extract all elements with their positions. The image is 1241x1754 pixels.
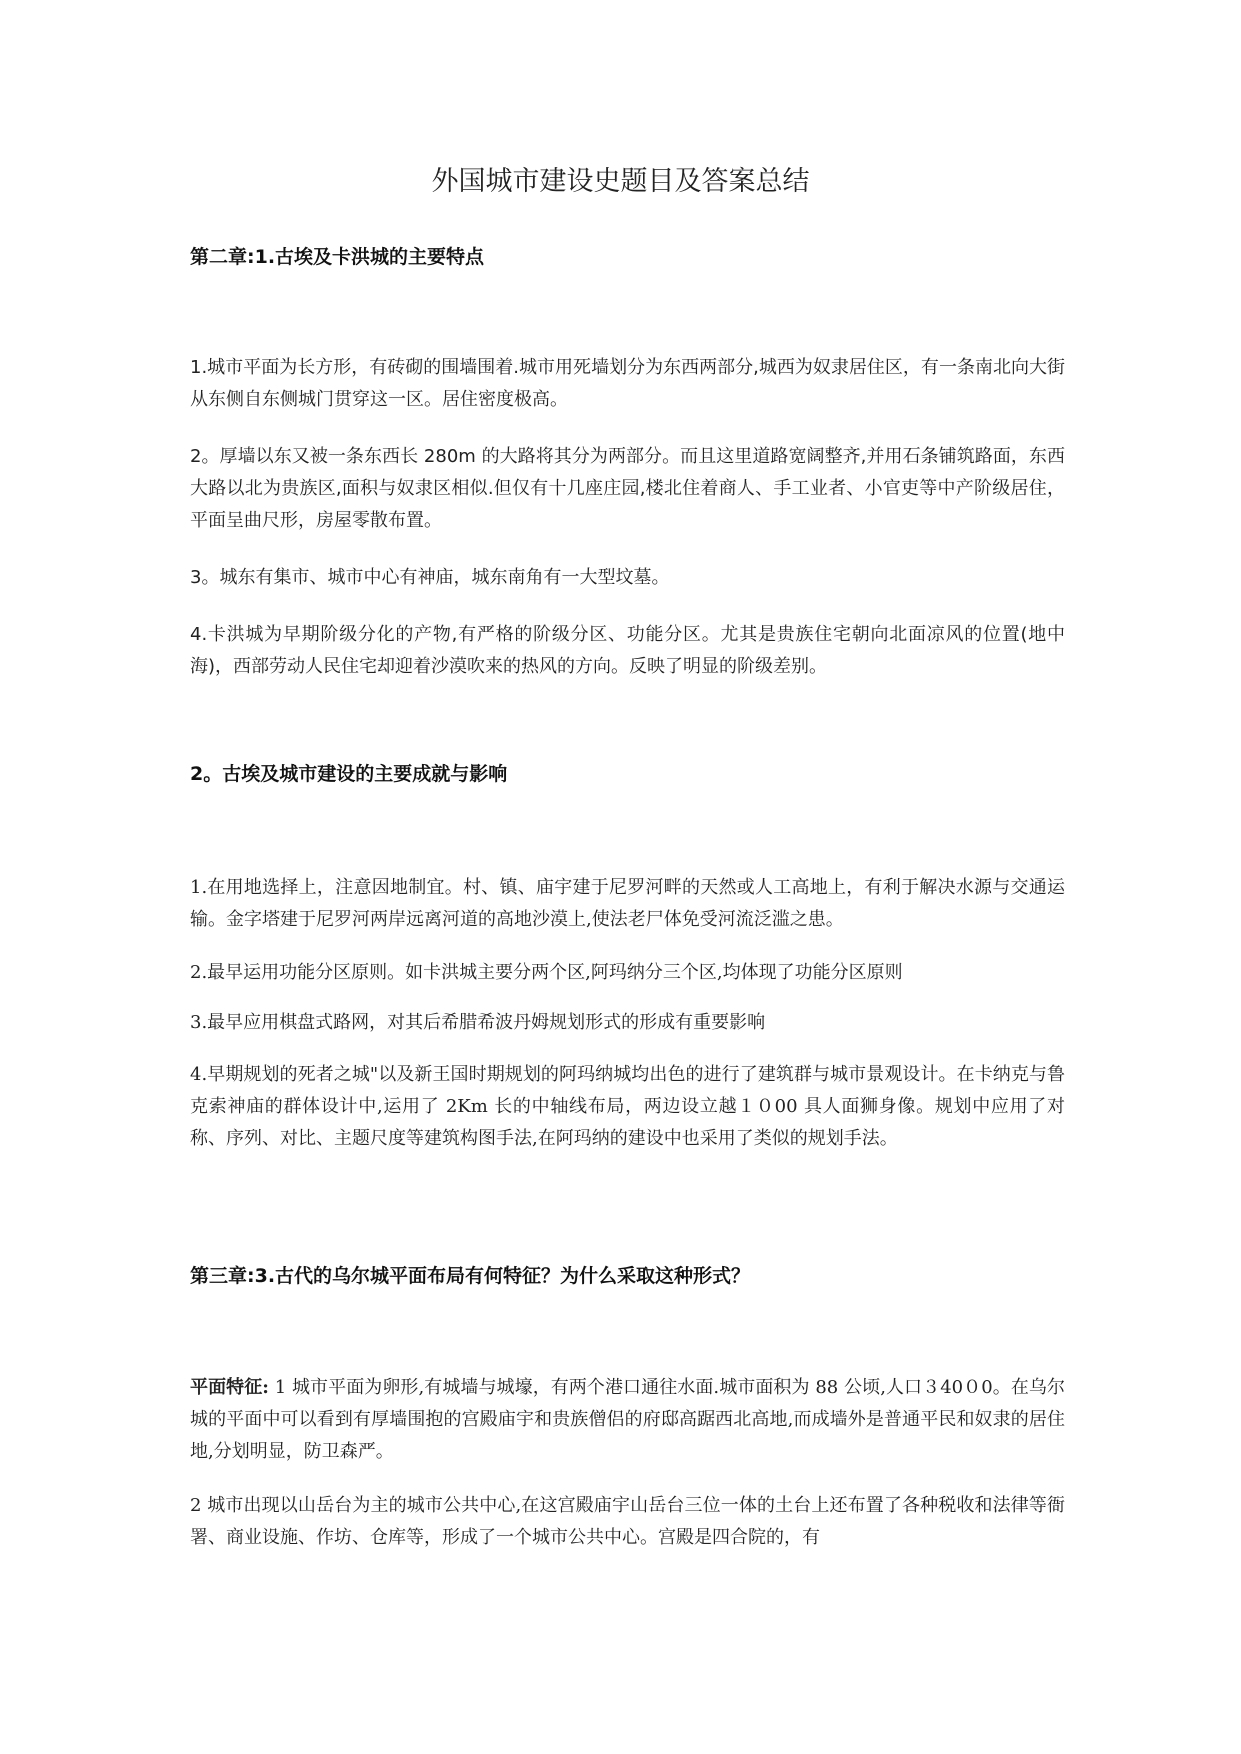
paragraph: 1.城市平面为长方形，有砖砌的围墙围着.城市用死墙划分为东西两部分,城西为奴隶居住区，有一条南北向大街从东侧自东侧城门贯穿这一区。居住密度极高。	[190, 357, 1065, 410]
paragraph: 3。城东有集市、城市中心有神庙，城东南角有一大型坟墓。	[190, 567, 670, 588]
paragraph	[190, 1372, 1065, 1468]
paragraph: 2.最早运用功能分区原则。如卡洪城主要分两个区,阿玛纳分三个区,均体现了功能分区原则	[190, 962, 903, 983]
paragraph-body: 1 城市平面为卵形,有城墙与城壕，有两个港口通往水面.城市面积为 88 公顷,人口３40０0。在乌尔城的平面中可以看到有厚墙围抱的宫殿庙宇和贵族僧侣的府邸高踞西北高地,而成墙外是普通平民和奴隶的居住地,分划明显，防卫森严。	[190, 1377, 1065, 1462]
paragraph: 2 城市出现以山岳台为主的城市公共中心,在这宫殿庙宇山岳台三位一体的土台上还布置了各种税收和法律等衙署、商业设施、作坊、仓库等，形成了一个城市公共中心。宫殿是四合院的，有	[190, 1495, 1065, 1548]
section-heading-chapter3-q3: 第三章:3.古代的乌尔城平面布局有何特征？为什么采取这种形式？	[190, 1265, 751, 1287]
paragraph: 3.最早应用棋盘式路网，对其后希腊希波丹姆规划形式的形成有重要影响	[190, 1012, 766, 1033]
document-title: 外国城市建设史题目及答案总结	[431, 166, 810, 197]
paragraph: 1.在用地选择上，注意因地制宜。村、镇、庙宇建于尼罗河畔的天然或人工高地上，有利于解决水源与交通运输。金字塔建于尼罗河两岸远离河道的高地沙漠上,使法老尸体免受河流泛滥之患。	[190, 877, 1065, 930]
paragraph-lead: 平面特征:	[190, 1377, 269, 1398]
section-heading-chapter2-q1: 第二章:1.古埃及卡洪城的主要特点	[190, 246, 485, 268]
paragraph: 2。厚墙以东又被一条东西长 280m 的大路将其分为两部分。而且这里道路宽阔整齐,并用石条铺筑路面，东西大路以北为贵族区,面积与奴隶区相似.但仅有十几座庄园,楼北住着商人、手工业者、小官吏等中产阶级居住，平面呈曲尺形，房屋零散布置。	[190, 446, 1065, 531]
paragraph: 4.卡洪城为早期阶级分化的产物,有严格的阶级分区、功能分区。尤其是贵族住宅朝向北面凉风的位置(地中海)，西部劳动人民住宅却迎着沙漠吹来的热风的方向。反映了明显的阶级差别。	[190, 624, 1065, 677]
paragraph: 4.早期规划的死者之城"以及新王国时期规划的阿玛纳城均出色的进行了建筑群与城市景观设计。在卡纳克与鲁克索神庙的群体设计中,运用了 2Km 长的中轴线布局，两边设立越１０00 具人面狮身像。规划中应用了对称、序列、对比、主题尺度等建筑构图手法,在阿玛纳的建设中也采用了类似的规划手法。	[190, 1064, 1065, 1149]
section-heading-q2: 2。古埃及城市建设的主要成就与影响	[190, 763, 508, 785]
